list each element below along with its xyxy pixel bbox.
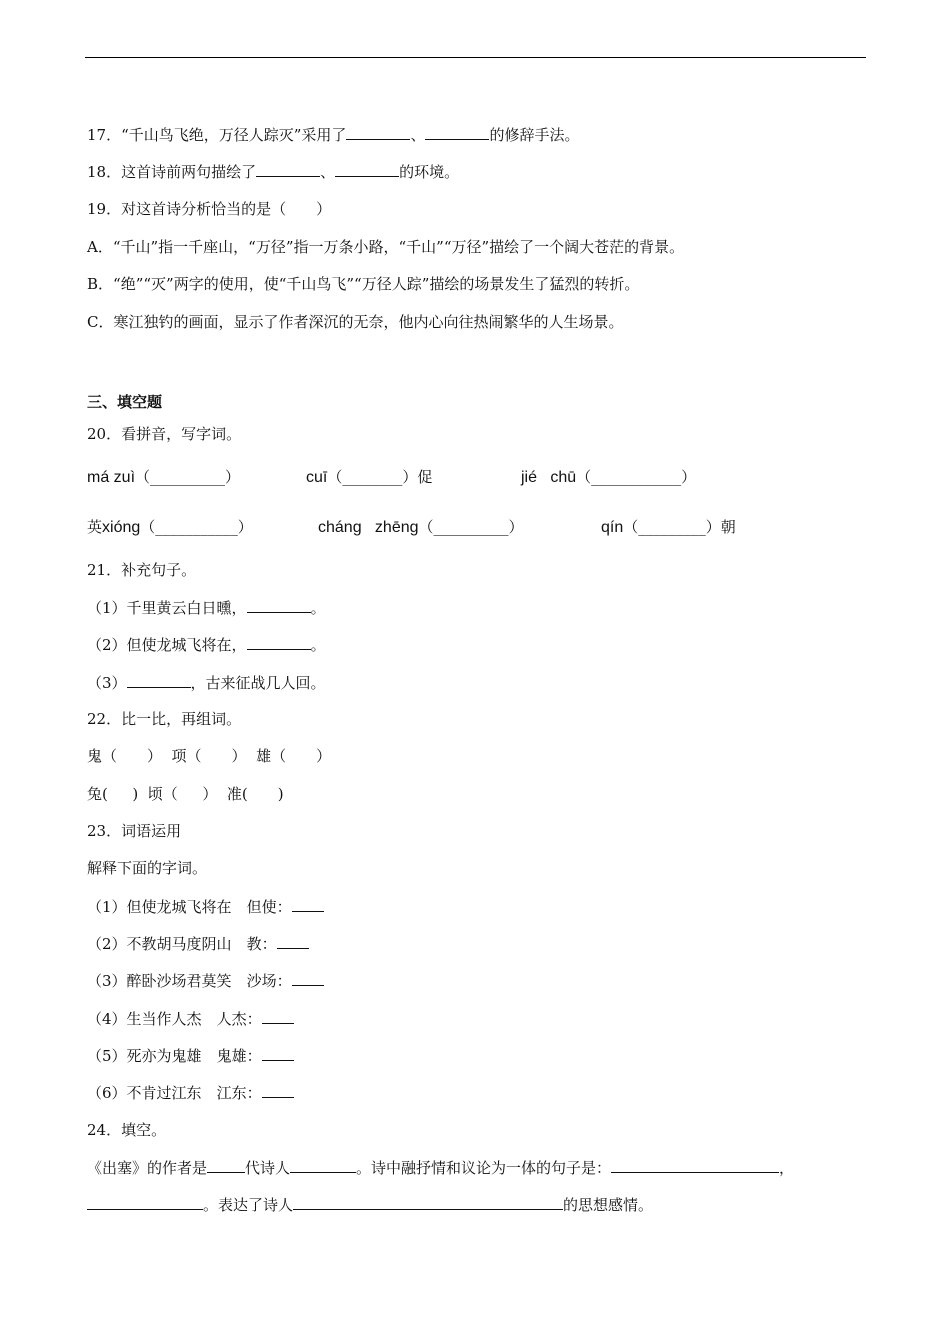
item-label: （6） — [87, 1084, 127, 1102]
fill-text: ， — [779, 1159, 795, 1177]
answer-blank[interactable] — [127, 672, 191, 688]
pinyin-item — [87, 516, 253, 539]
pinyin-text: cháng zhēng — [318, 519, 419, 536]
item-text: 但使龙城飞将在， — [126, 636, 247, 654]
question-number: 17． — [87, 126, 122, 144]
item-phrase: 不肯过江东 — [126, 1084, 202, 1102]
word-item — [87, 1082, 294, 1103]
fill-text: 的思想感情。 — [563, 1196, 654, 1214]
question-number: 21． — [87, 561, 122, 579]
answer-blank[interactable] — [611, 1157, 779, 1173]
word-item — [87, 1008, 294, 1029]
item-phrase: 醉卧沙场君莫笑 — [126, 972, 232, 990]
answer-blank[interactable] — [335, 161, 399, 177]
item-word: 鬼雄： — [216, 1047, 262, 1065]
char-suffix: 促 — [417, 468, 433, 486]
item-label: （1） — [87, 599, 127, 617]
paren-close: ） — [508, 518, 524, 536]
answer-blank[interactable] — [207, 1157, 245, 1173]
paren-open: （ — [418, 518, 434, 536]
word-item — [87, 1045, 294, 1066]
fill-line-1 — [87, 1157, 794, 1178]
question-subtitle: 解释下面的字词。 — [87, 859, 208, 877]
answer-blank[interactable] — [262, 1082, 294, 1098]
answer-blank[interactable]: __________ — [150, 468, 226, 486]
pinyin-text: xióng — [102, 519, 141, 536]
answer-blank[interactable] — [87, 1194, 203, 1210]
pinyin-item — [601, 516, 736, 539]
word-item — [87, 933, 309, 954]
item-label: （1） — [87, 898, 127, 916]
word-item — [87, 970, 324, 991]
question-text: 的修辞手法。 — [489, 126, 580, 144]
paren-close: ） — [681, 468, 697, 486]
paren-close: ） — [225, 468, 241, 486]
pinyin-text: cuī — [306, 469, 328, 486]
answer-blank[interactable]: __________ — [433, 518, 509, 536]
question-number: 24． — [87, 1121, 122, 1139]
paren-close: ） — [402, 468, 418, 486]
item-label: （2） — [87, 935, 127, 953]
item-label: （2） — [87, 636, 127, 654]
option-b[interactable]: B．“绝”“灭”两字的使用，使“千山鸟飞”“万径人踪”描绘的场景发生了猛烈的转折。 — [87, 275, 640, 293]
option-a[interactable]: A．“千山”指一千座山，“万径”指一万条小路，“千山”“万径”描绘了一个阔大苍茫的背景。 — [87, 238, 685, 256]
question-text: 这首诗前两句描绘了 — [121, 163, 257, 181]
item-word: 但使： — [246, 898, 292, 916]
pinyin-text: jié chū — [521, 469, 577, 486]
answer-blank[interactable] — [290, 1157, 356, 1173]
pinyin-item — [87, 466, 240, 489]
option-c[interactable]: C．寒江独钓的画面，显示了作者深沉的无奈，他内心向往热闹繁华的人生场景。 — [87, 313, 624, 331]
item-word: 沙场： — [246, 972, 292, 990]
item-text: 。 — [310, 599, 326, 617]
fill-line-2 — [87, 1194, 653, 1215]
question-20 — [87, 424, 241, 444]
paren-open: （ — [576, 468, 592, 486]
answer-blank[interactable]: ____________ — [591, 468, 682, 486]
word-item — [87, 896, 324, 917]
paren-open: （ — [327, 468, 343, 486]
paren-open: （ — [140, 518, 156, 536]
question-text: 填空。 — [121, 1121, 167, 1139]
question-number: 20． — [87, 425, 122, 443]
question-number: 18． — [87, 163, 122, 181]
pinyin-item — [521, 466, 696, 489]
question-number: 22． — [87, 710, 122, 728]
question-23 — [87, 821, 181, 841]
item-word: 人杰： — [216, 1010, 262, 1028]
question-19 — [87, 199, 331, 219]
question-18 — [87, 161, 459, 182]
answer-blank[interactable] — [292, 896, 324, 912]
paren-close: ） — [237, 518, 253, 536]
pinyin-text: qín — [601, 519, 624, 536]
item-word: 江东： — [216, 1084, 262, 1102]
section-heading: 三、填空题 — [87, 393, 163, 411]
paren-open: （ — [623, 518, 639, 536]
separator: 、 — [410, 126, 426, 144]
item-word: 教： — [246, 935, 277, 953]
question-21 — [87, 560, 196, 580]
question-text: 看拼音，写字词。 — [121, 425, 242, 443]
answer-blank[interactable] — [293, 1194, 563, 1210]
compare-row-2[interactable]: 兔( ) 顷（ ） 准( ) — [87, 785, 284, 803]
pinyin-item — [306, 466, 432, 489]
answer-blank[interactable] — [256, 161, 320, 177]
paren-close: ） — [705, 518, 721, 536]
question-number: 19． — [87, 200, 122, 218]
sentence-item — [87, 634, 326, 655]
pinyin-text: má zuì — [87, 469, 136, 486]
pinyin-item — [318, 516, 524, 539]
question-text: 词语运用 — [121, 822, 182, 840]
fill-text: 《出塞》的作者是 — [87, 1159, 208, 1177]
question-22 — [87, 709, 241, 729]
answer-blank[interactable] — [292, 970, 324, 986]
compare-row-1[interactable]: 鬼（ ） 项（ ） 雄（ ） — [87, 747, 332, 765]
answer-blank[interactable] — [262, 1045, 294, 1061]
answer-blank[interactable] — [262, 1008, 294, 1024]
item-label: （5） — [87, 1047, 127, 1065]
item-phrase: 不教胡马度阴山 — [126, 935, 232, 953]
question-text: 对这首诗分析恰当的是（ ） — [121, 200, 332, 218]
item-text: 。 — [310, 636, 326, 654]
answer-blank[interactable] — [346, 124, 410, 140]
item-phrase: 但使龙城飞将在 — [126, 898, 232, 916]
sentence-item — [87, 672, 326, 693]
answer-blank[interactable] — [277, 933, 309, 949]
question-24 — [87, 1120, 166, 1140]
answer-blank[interactable] — [425, 124, 489, 140]
answer-blank[interactable]: ___________ — [155, 518, 238, 536]
item-text: 千里黄云白日曛， — [126, 599, 247, 617]
answer-blank[interactable]: _________ — [638, 518, 706, 536]
item-phrase: 生当作人杰 — [126, 1010, 202, 1028]
char-prefix: 英 — [87, 518, 103, 536]
item-label: （3） — [87, 972, 127, 990]
fill-text: 。诗中融抒情和议论为一体的句子是： — [356, 1159, 612, 1177]
fill-text: 代诗人 — [245, 1159, 291, 1177]
item-phrase: 死亦为鬼雄 — [126, 1047, 202, 1065]
answer-blank[interactable] — [247, 597, 311, 613]
answer-blank[interactable]: ________ — [342, 468, 403, 486]
question-text: 补充句子。 — [121, 561, 197, 579]
sentence-item — [87, 597, 326, 618]
separator: 、 — [320, 163, 336, 181]
header-rule — [85, 57, 866, 58]
item-label: （4） — [87, 1010, 127, 1028]
question-17 — [87, 124, 579, 145]
item-label: （3） — [87, 674, 127, 692]
paren-open: （ — [135, 468, 151, 486]
char-suffix: 朝 — [720, 518, 736, 536]
question-number: 23． — [87, 822, 122, 840]
question-text: “千山鸟飞绝，万径人踪灭”采用了 — [121, 126, 347, 144]
item-text: ，古来征战几人回。 — [190, 674, 326, 692]
answer-blank[interactable] — [247, 634, 311, 650]
question-text: 比一比，再组词。 — [121, 710, 242, 728]
question-text: 的环境。 — [399, 163, 460, 181]
fill-text: 。表达了诗人 — [203, 1196, 294, 1214]
